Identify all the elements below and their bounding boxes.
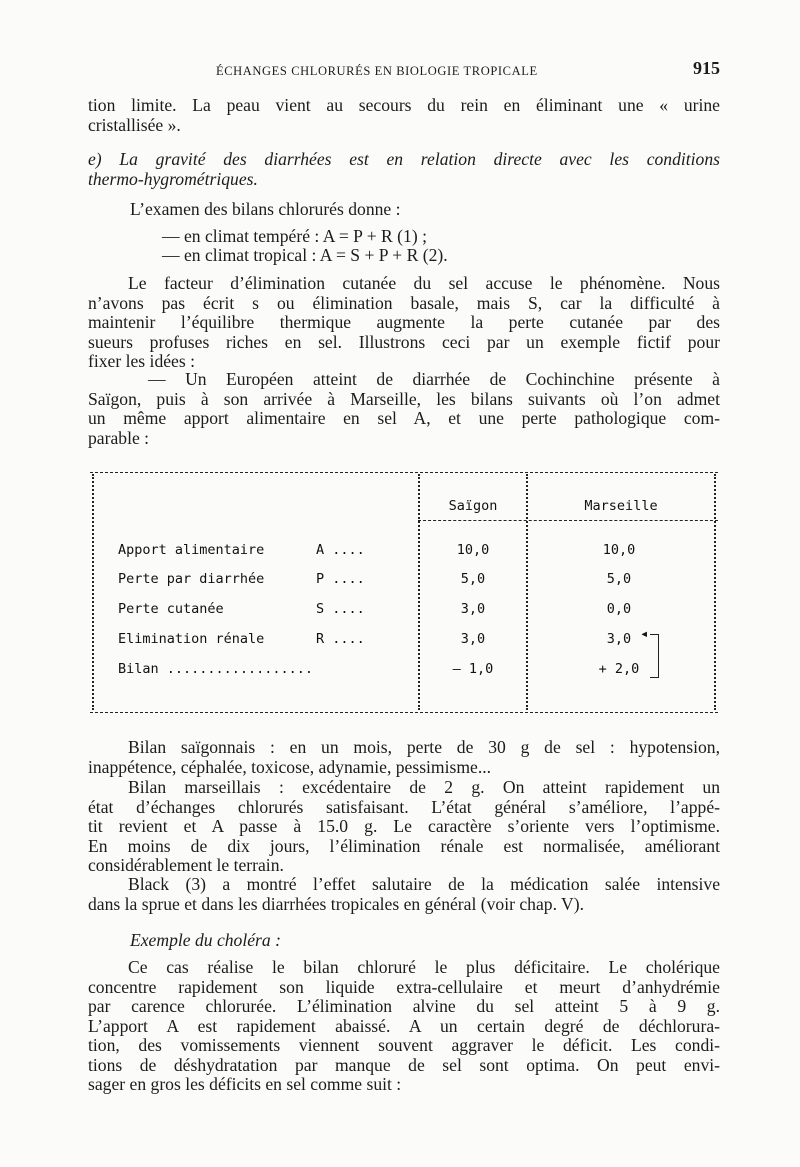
text-line: état d’échanges chlorurés satisfaisant. L’état général s’améliore, l’appé- <box>88 796 720 817</box>
cell-saigon: 5,0 <box>460 571 486 587</box>
column-header-marseille: Marseille <box>584 498 658 514</box>
row-label: Perte cutanée <box>118 601 224 617</box>
cell-saigon: 3,0 <box>460 601 486 617</box>
row-symbol: P .... <box>316 571 365 587</box>
text-line: Ce cas réalise le bilan chloruré le plus déficitaire. Le cholérique <box>128 957 720 977</box>
heading-cholera <box>130 931 720 951</box>
text-line: L’examen des bilans chlorurés donne : <box>130 199 401 219</box>
text-line: fixer les idées : <box>88 351 195 371</box>
bracket-arrow <box>650 634 659 678</box>
row-symbol: A .... <box>316 542 365 558</box>
row-label: Perte par diarrhée <box>118 571 265 587</box>
text-line: un même apport alimentaire en sel A, et une perte pathologique com- <box>88 408 720 428</box>
text-line: sager en gros les déficits en sel comme suit : <box>88 1074 402 1094</box>
table-border-left <box>92 474 94 710</box>
text-line: e) La gravité des diarrhées est en relation directe avec les conditions <box>88 149 720 169</box>
formula-tropical <box>162 246 720 266</box>
cell-saigon: – 1,0 <box>452 661 494 677</box>
paragraph-bilan-marseillais <box>88 778 720 876</box>
page-number: 915 <box>693 58 720 78</box>
text-line: En moins de dix jours, l’élimination rénale est normalisée, améliorant <box>88 835 720 856</box>
text-line: concentre rapidement son liquide extra-cellulaire et meurt d’anhydrémie <box>88 976 720 997</box>
cell-marseille: + 2,0 <box>598 661 640 677</box>
section-heading-e <box>88 150 720 189</box>
cell-saigon: 10,0 <box>456 542 490 558</box>
cell-marseille: 3,0 <box>606 631 632 647</box>
formula-temperate <box>162 227 720 247</box>
text-line: cristallisée ». <box>88 114 181 135</box>
text-line: considérablement le terrain. <box>88 855 284 875</box>
cell-marseille: 10,0 <box>602 542 636 558</box>
text-line: tit revient et A passe à 15.0 g. Le caractère s’oriente vers l’optimisme. <box>88 816 720 836</box>
paragraph-examen <box>130 200 720 220</box>
text-line: par carence chlorurée. L’élimination alvine du sel atteint 5 à 9 g. <box>88 996 720 1016</box>
paragraph-black <box>88 875 720 914</box>
running-title: ÉCHANGES CHLORURÉS EN BIOLOGIE TROPICALE <box>216 64 538 78</box>
text-line: thermo-hygrométriques. <box>88 168 258 189</box>
column-header-saigon: Saïgon <box>448 498 498 514</box>
cell-marseille: 5,0 <box>606 571 632 587</box>
text-line: Exemple du choléra : <box>130 930 281 950</box>
table-divider-2 <box>526 474 528 710</box>
cell-marseille: 0,0 <box>606 601 632 617</box>
paragraph-cholera <box>88 958 720 1095</box>
text-line: tion, des vomissements viennent souvent aggraver le déficit. Les condi- <box>88 1035 720 1055</box>
salt-balance-table <box>90 466 718 718</box>
arrow-left-icon: ◂ <box>640 626 649 642</box>
table-divider-1 <box>418 474 420 710</box>
text-line: — Un Européen atteint de diarrhée de Cochinchine présente à <box>148 369 720 389</box>
running-head <box>88 58 720 84</box>
text-line: maintenir l’équilibre thermique augmente la perte cutanée par des <box>88 312 720 332</box>
text-line: tion limite. La peau vient au secours du rein en éliminant une « urine <box>88 95 720 115</box>
table-rule-header <box>418 520 718 521</box>
table-border-right <box>714 474 716 710</box>
text-line: n’avons pas écrit s ou élimination basale, mais S, car la difficulté à <box>88 292 720 313</box>
paragraph-intro <box>88 96 720 135</box>
text-line: tions de déshydratation par manque de sel sont optima. On peut envi- <box>88 1054 720 1075</box>
text-line: Saïgon, puis à son arrivée à Marseille, les bilans suivants où l’on admet <box>88 388 720 409</box>
row-label: Apport alimentaire <box>118 542 265 558</box>
text-line: Black (3) a montré l’effet salutaire de la médication salée intensive <box>128 874 720 894</box>
paragraph-europeen <box>88 370 720 448</box>
table-rule-top <box>90 472 718 473</box>
row-symbol: R .... <box>316 631 365 647</box>
text-line: L’apport A est rapidement abaissé. A un certain degré de déchlorura- <box>88 1015 720 1036</box>
paragraph-facteur <box>88 274 720 372</box>
text-line: sueurs profuses riches en sel. Illustrons ceci par un exemple fictif pour <box>88 331 720 352</box>
text-line: Bilan saïgonnais : en un mois, perte de 30 g de sel : hypotension, <box>128 737 720 757</box>
table-rule-bottom <box>90 712 718 713</box>
text-line: dans la sprue et dans les diarrhées tropicales en général (voir chap. V). <box>88 893 585 914</box>
text-line: inappétence, céphalée, toxicose, adynamie, pessimisme... <box>88 756 492 777</box>
text-line: Le facteur d’élimination cutanée du sel accuse le phénomène. Nous <box>128 273 720 293</box>
cell-saigon: 3,0 <box>460 631 486 647</box>
text-line: Bilan marseillais : excédentaire de 2 g. On atteint rapidement un <box>128 777 720 797</box>
text-line: — en climat tempéré : A = P + R (1) ; <box>162 226 427 246</box>
paragraph-bilan-saigonnais <box>88 738 720 777</box>
row-label: Bilan .................. <box>118 661 314 677</box>
text-line: — en climat tropical : A = S + P + R (2). <box>162 245 448 265</box>
row-label: Elimination rénale <box>118 631 265 647</box>
text-line: parable : <box>88 427 150 448</box>
row-symbol: S .... <box>316 601 365 617</box>
